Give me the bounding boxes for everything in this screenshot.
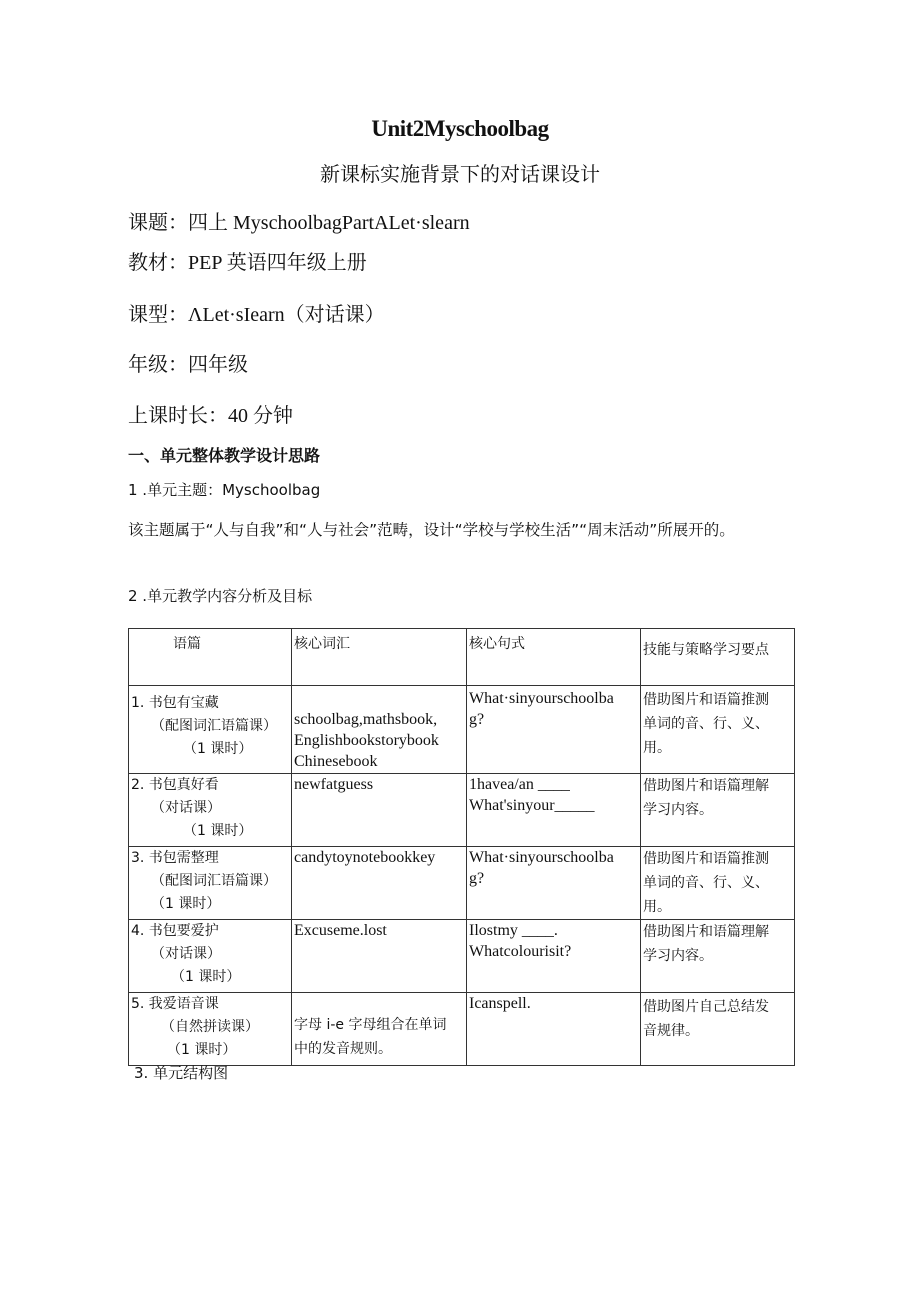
- cell-vocabulary: [292, 920, 467, 993]
- vocab-line: candytoynotebookkey: [294, 849, 436, 866]
- header-skills-strategies: 技能与策略学习要点: [641, 629, 795, 686]
- subheading-content-analysis: 2 .单元教学内容分析及目标: [128, 587, 313, 605]
- text-hours: （1 课时）: [183, 741, 253, 757]
- header-sentence-patterns: 核心句式: [467, 629, 641, 686]
- header-vocabulary: 核心词汇: [292, 629, 467, 686]
- pattern-line: What·sinyourschoolba: [469, 849, 614, 866]
- cell-sentence-pattern: [467, 686, 641, 774]
- cell-skills: [641, 993, 795, 1066]
- pattern-line: What'sinyour_____: [469, 797, 595, 814]
- vocab-line: 字母 i-e 字母组合在单词: [294, 1017, 447, 1033]
- pattern-line: g?: [469, 870, 485, 887]
- unit-content-table: [128, 628, 795, 1066]
- text-type: （配图词汇语篇课）: [151, 718, 277, 734]
- cell-text: [129, 993, 292, 1066]
- vocab-line: schoolbag,mathsbook,: [294, 711, 438, 728]
- cell-skills: [641, 686, 795, 774]
- subheading-unit-theme: 1 .单元主题：Myschoolbag: [128, 481, 321, 499]
- vocab-line: 中的发音规则。: [294, 1041, 392, 1057]
- skills-line: 学习内容。: [643, 948, 713, 964]
- vocab-line: Chinesebook: [294, 753, 378, 770]
- text-title: 1. 书包有宝藏: [131, 695, 219, 711]
- text-type: （配图词汇语篇课）: [151, 873, 277, 889]
- vocab-line: [294, 688, 464, 709]
- table-row: [129, 847, 795, 920]
- cell-vocabulary: [292, 686, 467, 774]
- cell-skills: [641, 774, 795, 847]
- cell-sentence-pattern: [467, 993, 641, 1066]
- cell-skills: [641, 920, 795, 993]
- header-text-label: 语篇: [173, 636, 201, 652]
- skills-line: 借助图片和语篇理解: [643, 924, 769, 940]
- meta-textbook: 教材：PEP 英语四年级上册: [128, 252, 367, 274]
- text-type: （对话课）: [151, 946, 221, 962]
- vocab-line: Englishbookstorybook: [294, 732, 439, 749]
- cell-text: [129, 774, 292, 847]
- table-row: [129, 686, 795, 774]
- text-title: 2. 书包真好看: [131, 777, 219, 793]
- cell-sentence-pattern: [467, 847, 641, 920]
- text-hours: （1 课时）: [167, 1042, 237, 1058]
- cell-text: [129, 686, 292, 774]
- skills-line: 单词的音、行、义、: [643, 875, 769, 891]
- skills-line: 单词的音、行、义、: [643, 716, 769, 732]
- table-row: [129, 993, 795, 1066]
- skills-line: 借助图片自己总结发: [643, 999, 769, 1015]
- text-type: （对话课）: [151, 800, 221, 816]
- pattern-line: Icanspell.: [469, 995, 531, 1012]
- skills-line: 用。: [643, 899, 671, 915]
- cell-sentence-pattern: [467, 920, 641, 993]
- subheading-unit-structure: 3. 单元结构图: [134, 1064, 229, 1082]
- skills-line: 学习内容。: [643, 802, 713, 818]
- pattern-line: 1havea/an ____: [469, 776, 570, 793]
- meta-duration: 上课时长：40 分钟: [128, 405, 293, 427]
- text-title: 4. 书包要爱护: [131, 923, 219, 939]
- section-heading: 一、单元整体教学设计思路: [128, 446, 321, 465]
- cell-vocabulary: [292, 993, 467, 1066]
- text-type: （自然拼读课）: [161, 1019, 259, 1035]
- cell-skills: [641, 847, 795, 920]
- skills-line: 借助图片和语篇理解: [643, 778, 769, 794]
- text-hours: （1 课时）: [171, 969, 241, 985]
- text-title: 3. 书包需整理: [131, 850, 219, 866]
- table-row: [129, 774, 795, 847]
- skills-line: 用。: [643, 740, 671, 756]
- text-title: 5. 我爱语音课: [131, 996, 219, 1012]
- cell-vocabulary: [292, 774, 467, 847]
- pattern-line: What·sinyourschoolba: [469, 690, 614, 707]
- meta-topic: 课题：四上 MyschoolbagPartALet·slearn: [128, 212, 470, 234]
- meta-grade: 年级：四年级: [128, 354, 248, 376]
- document-title: Unit2Myschoolbag: [371, 116, 549, 141]
- table-header-row: [129, 629, 795, 686]
- cell-text: [129, 920, 292, 993]
- text-hours: （1 课时）: [151, 896, 221, 912]
- cell-sentence-pattern: [467, 774, 641, 847]
- text-hours: （1 课时）: [183, 823, 253, 839]
- pattern-line: g?: [469, 711, 485, 728]
- skills-line: 借助图片和语篇推测: [643, 692, 769, 708]
- table-row: [129, 920, 795, 993]
- skills-line: 借助图片和语篇推测: [643, 851, 769, 867]
- vocab-line: [294, 993, 464, 1013]
- document-subtitle: 新课标实施背景下的对话课设计: [320, 162, 600, 186]
- vocab-line: newfatguess: [294, 776, 374, 793]
- pattern-line: Whatcolourisit?: [469, 943, 572, 960]
- meta-lesson-type: 课型：ΛLet·sIearn（对话课）: [128, 304, 385, 326]
- skills-line: 音规律。: [643, 1023, 699, 1039]
- theme-paragraph: 该主题属于“人与自我”和“人与社会”范畴，设计“学校与学校生活”“周末活动”所展开的。: [128, 521, 735, 539]
- cell-vocabulary: [292, 847, 467, 920]
- pattern-line: Ilostmy ____.: [469, 922, 558, 939]
- vocab-line: Excuseme.lost: [294, 922, 387, 939]
- cell-text: [129, 847, 292, 920]
- header-text: [129, 629, 292, 686]
